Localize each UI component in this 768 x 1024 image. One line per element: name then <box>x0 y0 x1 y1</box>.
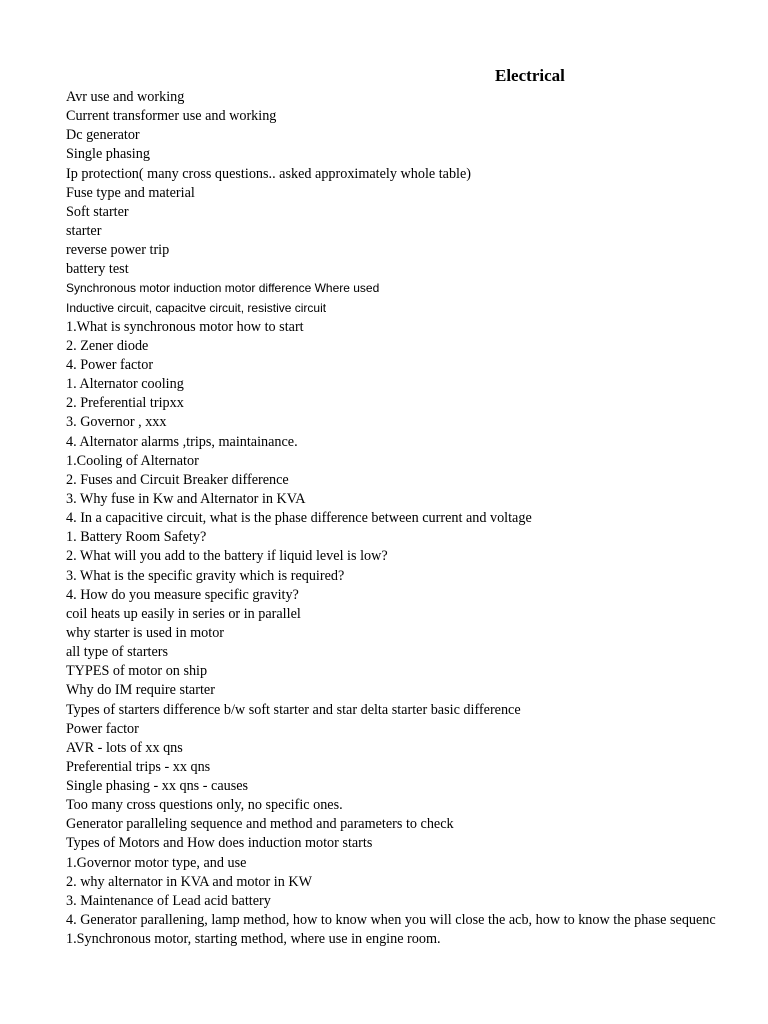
text-line: Fuse type and material <box>66 184 195 201</box>
text-line: 1.Governor motor type, and use <box>66 854 247 871</box>
text-line: 3. What is the specific gravity which is required? <box>66 567 345 584</box>
text-line: 2. Fuses and Circuit Breaker difference <box>66 471 289 488</box>
text-line: Soft starter <box>66 203 129 220</box>
text-line: Dc generator <box>66 127 140 144</box>
text-line: 2. What will you add to the battery if liquid level is low? <box>66 548 388 565</box>
text-line: 4. How do you measure specific gravity? <box>66 586 299 603</box>
text-line: Ip protection( many cross questions.. asked approximately whole table) <box>66 165 472 182</box>
text-line: Too many cross questions only, no specific ones. <box>66 797 343 814</box>
document-title: Electrical <box>495 66 565 85</box>
text-line: Types of starters difference b/w soft starter and star delta starter basic difference <box>66 701 521 718</box>
text-line: Power factor <box>66 720 139 737</box>
text-line: AVR - lots of xx qns <box>66 739 183 756</box>
text-line: Generator paralleling sequence and method and parameters to check <box>66 816 454 833</box>
text-line: 2. why alternator in KVA and motor in KW <box>66 873 313 890</box>
text-line: 3. Why fuse in Kw and Alternator in KVA <box>66 490 306 507</box>
text-line: starter <box>66 222 102 239</box>
text-line: 1. Battery Room Safety? <box>66 529 207 546</box>
text-line: Avr use and working <box>66 89 185 105</box>
text-line: Types of Motors and How does induction motor starts <box>66 835 373 852</box>
text-line: 3. Governor , xxx <box>66 414 167 431</box>
text-line: Why do IM require starter <box>66 682 215 699</box>
text-line: 3. Maintenance of Lead acid battery <box>66 892 271 909</box>
text-line: all type of starters <box>66 644 169 661</box>
text-line: 4. Generator parallening, lamp method, how to know when you will close the acb, how to know the phase sequenc <box>66 912 716 929</box>
text-line: TYPES of motor on ship <box>66 663 208 680</box>
text-line: 4. Power factor <box>66 356 154 373</box>
text-line: coil heats up easily in series or in parallel <box>66 605 301 622</box>
text-line: 1.What is synchronous motor how to start <box>66 318 304 335</box>
text-line: Inductive circuit, capacitve circuit, resistive circuit <box>66 300 327 315</box>
text-line: Single phasing - xx qns - causes <box>66 778 249 795</box>
text-line: Current transformer use and working <box>66 108 277 125</box>
text-line: 2. Zener diode <box>66 337 149 354</box>
question-list <box>66 88 768 949</box>
text-line: reverse power trip <box>66 242 170 259</box>
text-line: 1.Synchronous motor, starting method, where use in engine room. <box>66 931 441 948</box>
text-line: Preferential trips - xx qns <box>66 758 211 775</box>
text-line: Single phasing <box>66 146 150 163</box>
text-line: 1.Cooling of Alternator <box>66 452 199 469</box>
text-line: 1. Alternator cooling <box>66 376 184 393</box>
text-line: why starter is used in motor <box>66 624 225 641</box>
text-line: battery test <box>66 261 129 278</box>
text-line: Synchronous motor induction motor difference Where used <box>66 281 380 296</box>
text-line: 4. In a capacitive circuit, what is the phase difference between current and voltage <box>66 510 532 527</box>
text-line: 2. Preferential tripxx <box>66 395 184 412</box>
text-line: 4. Alternator alarms ,trips, maintainance. <box>66 433 298 450</box>
